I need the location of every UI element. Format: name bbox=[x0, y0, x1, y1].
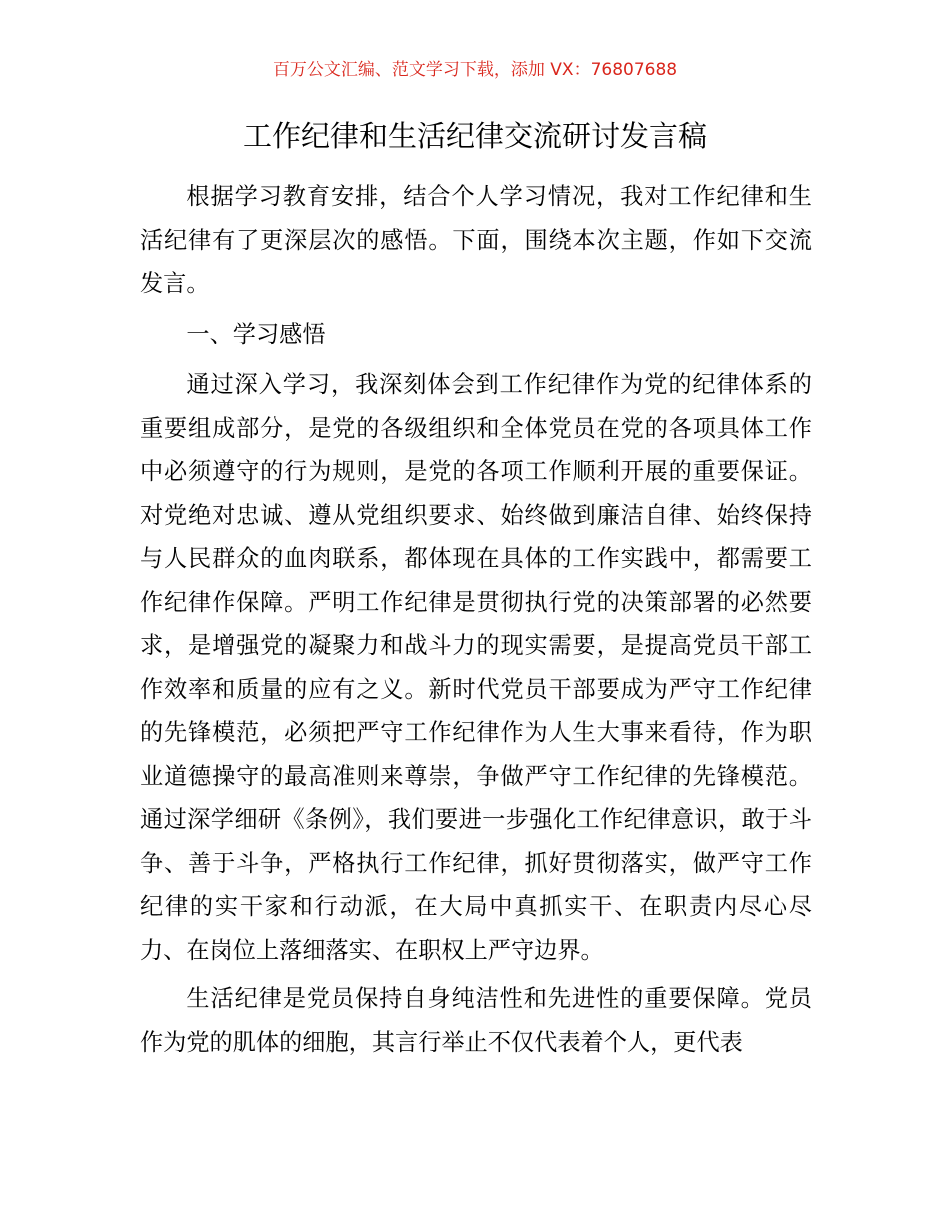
paragraph-intro: 根据学习教育安排，结合个人学习情况，我对工作纪律和生活纪律有了更深层次的感悟。下面，围绕本次主题，作如下交流发言。 bbox=[140, 183, 812, 297]
page-title: 工作纪律和生活纪律交流研讨发言稿 bbox=[242, 119, 707, 153]
paragraph-life-discipline: 生活纪律是党员保持自身纯洁性和先进性的重要保障。党员作为党的肌体的细胞，其言行举止不仅代表着个人，更代表 bbox=[140, 985, 812, 1056]
document-body bbox=[140, 175, 812, 1069]
watermark-banner: 百万公文汇编、范文学习下载，添加 VX：76807688 bbox=[272, 60, 678, 80]
section-heading: 一、学习感悟 bbox=[186, 320, 326, 348]
paragraph-work-discipline: 通过深入学习，我深刻体会到工作纪律作为党的纪律体系的重要组成部分，是党的各级组织和全体党员在党的各项具体工作中必须遵守的行为规则，是党的各项工作顺利开展的重要保证。对党绝对忠诚、遵从党组织要求、始终做到廉洁自律、始终保持与人民群众的血肉联系，都体现在具体的工作实践中，都需要工作纪律作保障。严明工作纪律是贯彻执行党的决策部署的必然要求，是增强党的凝聚力和战斗力的现实需要，是提高党员干部工作效率和质量的应有之义。新时代党员干部要成为严守工作纪律的先锋模范，必须把严守工作纪律作为人生大事来看待，作为职业道德操守的最高准则来尊崇，争做严守工作纪律的先锋模范。通过深学细研《条例》，我们要进一步强化工作纪律意识，敢于斗争、善于斗争，严格执行工作纪律，抓好贯彻落实，做严守工作纪律的实干家和行动派，在大局中真抓实干、在职责内尽心尽力、在岗位上落细落实、在职权上严守边界。 bbox=[140, 371, 812, 964]
